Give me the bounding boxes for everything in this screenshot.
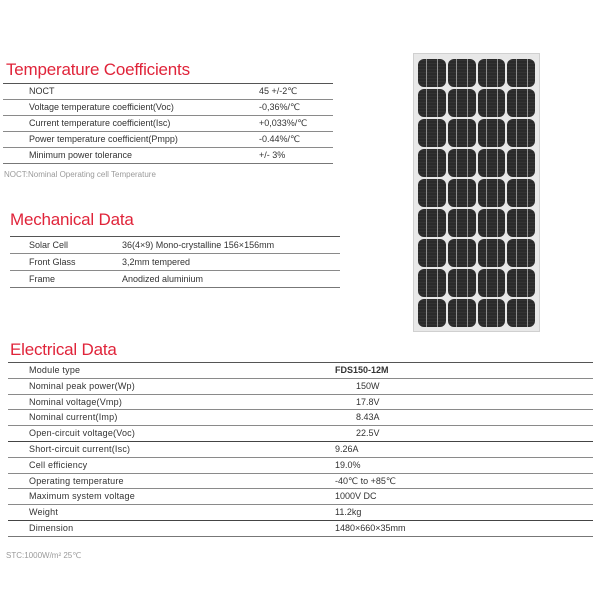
row-value: 11.2kg xyxy=(335,505,593,521)
row-value: 3,2mm tempered xyxy=(122,254,340,271)
row-label: Frame xyxy=(10,271,122,288)
solar-cell xyxy=(448,119,476,147)
solar-cell xyxy=(418,59,446,87)
solar-cell xyxy=(448,149,476,177)
row-label: Nominal current(Imp) xyxy=(8,410,335,426)
row-value: Anodized aluminium xyxy=(122,271,340,288)
table-row xyxy=(3,100,333,116)
row-value: 9.26A xyxy=(335,441,593,457)
mechanical-data-table xyxy=(10,236,340,288)
row-label: Power temperature coefficient(Pmpp) xyxy=(3,132,259,148)
solar-cell xyxy=(478,269,506,297)
table-row xyxy=(8,441,593,457)
row-label: Operating temperature xyxy=(8,473,335,489)
mechanical-data-title: Mechanical Data xyxy=(10,210,134,229)
solar-cell xyxy=(418,149,446,177)
table-row xyxy=(8,426,593,442)
solar-cell xyxy=(478,239,506,267)
solar-cell xyxy=(507,209,535,237)
table-row xyxy=(3,132,333,148)
row-value: +/- 3% xyxy=(259,148,333,164)
row-value: 150W xyxy=(335,378,593,394)
solar-cell xyxy=(448,299,476,327)
solar-cell xyxy=(418,179,446,207)
solar-cell xyxy=(507,89,535,117)
row-label: Open-circuit voltage(Voc) xyxy=(8,426,335,442)
table-row xyxy=(8,520,593,536)
table-row xyxy=(3,148,333,164)
solar-cell-grid xyxy=(418,59,535,327)
row-label: Voltage temperature coefficient(Voc) xyxy=(3,100,259,116)
row-label: Weight xyxy=(8,505,335,521)
table-row xyxy=(3,84,333,100)
solar-cell xyxy=(478,59,506,87)
table-row xyxy=(3,116,333,132)
solar-cell xyxy=(448,209,476,237)
table-row xyxy=(8,473,593,489)
table-row xyxy=(10,254,340,271)
solar-cell xyxy=(418,239,446,267)
row-label: Short-circuit current(Isc) xyxy=(8,441,335,457)
table-row xyxy=(8,505,593,521)
row-value: +0,033%/℃ xyxy=(259,116,333,132)
solar-cell xyxy=(478,209,506,237)
row-value: 17.8V xyxy=(335,394,593,410)
row-label: Minimum power tolerance xyxy=(3,148,259,164)
row-label: Front Glass xyxy=(10,254,122,271)
row-value: 22.5V xyxy=(335,426,593,442)
solar-cell xyxy=(507,299,535,327)
row-label: Nominal voltage(Vmp) xyxy=(8,394,335,410)
table-header-row xyxy=(8,363,593,379)
row-label: Nominal peak power(Wp) xyxy=(8,378,335,394)
solar-cell xyxy=(448,179,476,207)
row-value: -0.44%/℃ xyxy=(259,132,333,148)
electrical-data-title: Electrical Data xyxy=(10,340,117,359)
solar-cell xyxy=(478,119,506,147)
table-row xyxy=(10,237,340,254)
solar-cell xyxy=(507,59,535,87)
row-value: 45 +/-2℃ xyxy=(259,84,333,100)
table-row xyxy=(10,271,340,288)
row-label: Maximum system voltage xyxy=(8,489,335,505)
temperature-coefficients-title: Temperature Coefficients xyxy=(6,60,190,79)
row-value: 8.43A xyxy=(335,410,593,426)
solar-cell xyxy=(478,89,506,117)
solar-cell xyxy=(478,149,506,177)
table-row xyxy=(8,489,593,505)
electrical-data-table xyxy=(8,362,593,537)
row-label: Module type xyxy=(8,363,335,379)
table-row xyxy=(8,394,593,410)
solar-cell xyxy=(448,59,476,87)
solar-cell xyxy=(507,239,535,267)
solar-cell xyxy=(418,299,446,327)
row-value: 19.0% xyxy=(335,457,593,473)
row-label: NOCT xyxy=(3,84,259,100)
solar-cell xyxy=(418,119,446,147)
row-value: 1000V DC xyxy=(335,489,593,505)
solar-panel-image xyxy=(413,53,540,332)
solar-cell xyxy=(478,179,506,207)
row-label: Dimension xyxy=(8,520,335,536)
solar-cell xyxy=(418,89,446,117)
row-label: Current temperature coefficient(Isc) xyxy=(3,116,259,132)
table-row xyxy=(8,378,593,394)
solar-cell xyxy=(478,299,506,327)
solar-cell xyxy=(507,179,535,207)
temperature-coefficients-table xyxy=(3,83,333,164)
solar-cell xyxy=(448,269,476,297)
row-value: -0,36%/℃ xyxy=(259,100,333,116)
row-label: Cell efficiency xyxy=(8,457,335,473)
module-type-value: FDS150-12M xyxy=(335,363,593,379)
solar-cell xyxy=(507,119,535,147)
stc-footnote: STC:1000W/m² 25℃ xyxy=(6,551,82,560)
row-label: Solar Cell xyxy=(10,237,122,254)
solar-cell xyxy=(507,269,535,297)
solar-cell xyxy=(448,239,476,267)
row-value: 1480×660×35mm xyxy=(335,520,593,536)
solar-cell xyxy=(418,209,446,237)
row-value: 36(4×9) Mono-crystalline 156×156mm xyxy=(122,237,340,254)
noct-footnote: NOCT:Nominal Operating cell Temperature xyxy=(4,170,156,179)
solar-cell xyxy=(418,269,446,297)
row-value: -40℃ to +85℃ xyxy=(335,473,593,489)
table-row xyxy=(8,457,593,473)
solar-cell xyxy=(448,89,476,117)
table-row xyxy=(8,410,593,426)
solar-cell xyxy=(507,149,535,177)
